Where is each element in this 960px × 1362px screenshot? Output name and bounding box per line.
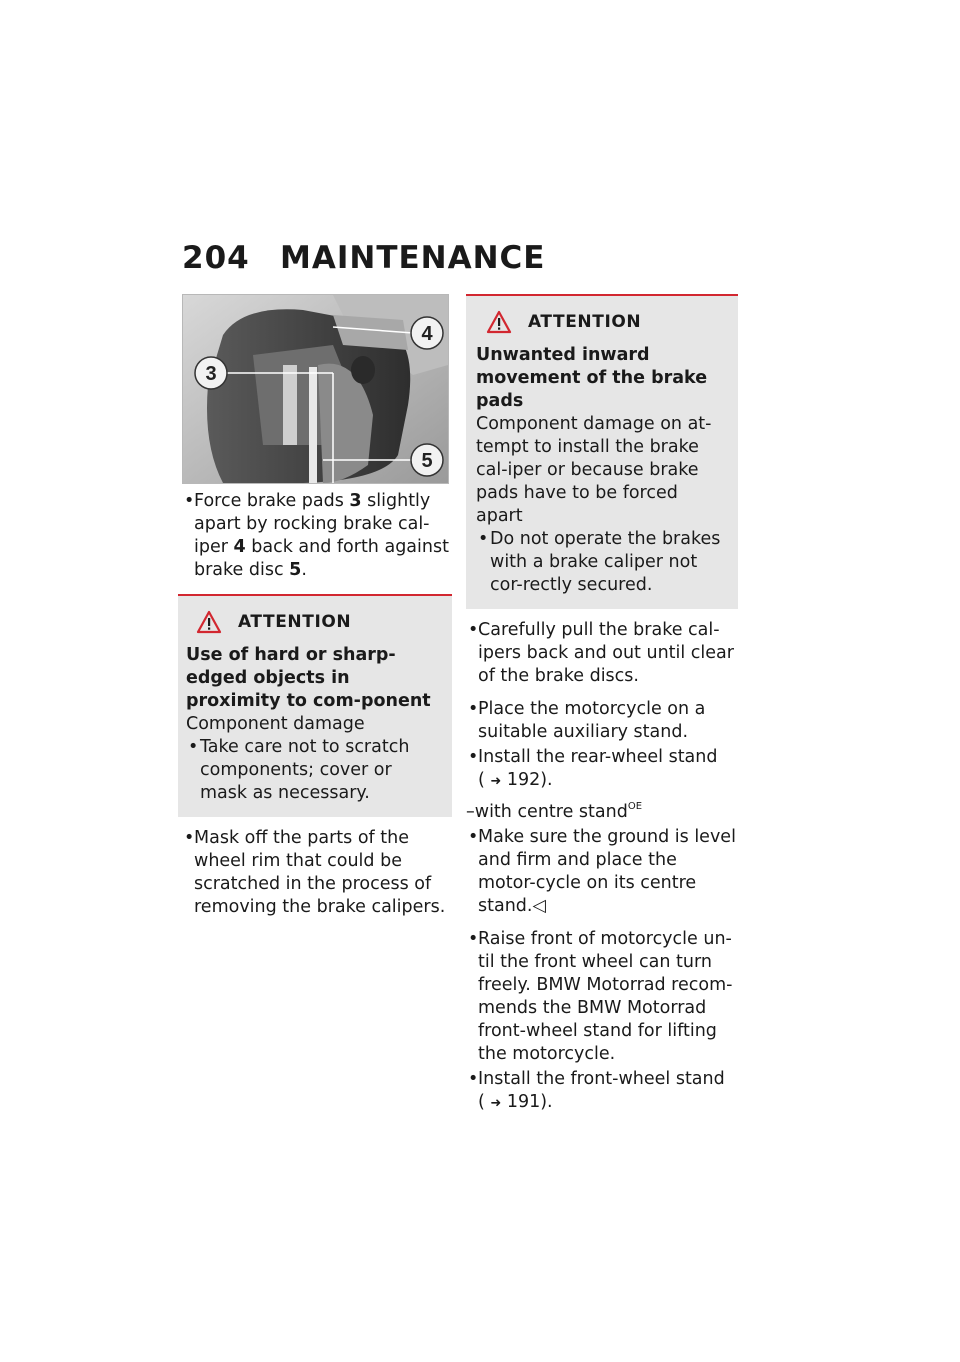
svg-text:5: 5 [421, 450, 433, 472]
note-hazard: Use of hard or sharp-edged objects in proximity to com-ponent [186, 645, 431, 711]
note-action: • Do not operate the brakes with a brake caliper not cor-rectly secured. [478, 529, 721, 595]
warning-icon [486, 310, 512, 334]
note-action: • Take care not to scratch components; cover or mask as necessary. [188, 737, 410, 803]
page-number: 204 [182, 240, 250, 276]
bullet [184, 827, 194, 850]
warning-icon [196, 610, 222, 634]
note-title: ATTENTION [528, 311, 642, 332]
step-centre-stand: • Make sure the ground is level and firm and place the motor-cycle on its centre stand.◁ [466, 826, 738, 918]
step-raise-front: • Raise front of motorcycle un-til the front wheel can turn freely. BMW Motorrad recom-mends the BMW Motorrad front-wheel stand for lifting the motorcycle. [466, 928, 738, 1066]
end-of-condition-icon: ◁ [532, 896, 546, 916]
left-column [182, 294, 452, 919]
bullet [468, 619, 478, 642]
bullet [468, 698, 478, 721]
callout-4 [411, 317, 443, 349]
step-rear-wheel-stand: • Install the rear-wheel stand ( ➜ 192). [466, 746, 738, 793]
step-mask-rim: • Mask off the parts of the wheel rim that could be scratched in the process of removing the brake calipers. [182, 827, 452, 919]
note-result: Component damage on at-tempt to install the brake cal-iper or because brake pads have to be forced apart [476, 414, 712, 526]
brake-caliper-figure [182, 294, 449, 484]
note-hazard: Unwanted inward movement of the brake pads [476, 345, 708, 411]
page-reference[interactable]: 191). [506, 1092, 553, 1112]
bullet [468, 826, 478, 849]
note-result: Component damage [186, 714, 365, 734]
step-pull-calipers: • Carefully pull the brake cal-ipers back and out until clear of the brake discs. [466, 619, 738, 688]
svg-text:4: 4 [421, 323, 433, 345]
page-reference-arrow-icon: ➜ [490, 1096, 502, 1111]
condition-centre-stand: –with centre stand$^{OE}$ [466, 801, 643, 822]
page-reference[interactable]: 192). [506, 770, 553, 790]
bullet [468, 746, 478, 769]
bullet [468, 1068, 478, 1091]
step-auxiliary-stand: • Place the motorcycle on a suitable auxiliary stand. [466, 698, 738, 744]
step-front-wheel-stand: • Install the front-wheel stand ( ➜ 191). [466, 1068, 738, 1115]
step-force-pads: • Force brake pads 3 slightly apart by rocking brake cal-iper 4 back and forth against brake disc 5. [182, 490, 452, 582]
right-column [466, 294, 738, 1115]
svg-text:3: 3 [205, 363, 217, 385]
section-title: MAINTENANCE [280, 240, 546, 276]
page-header [182, 240, 545, 276]
note-title: ATTENTION [238, 611, 352, 632]
callout-5 [411, 444, 443, 476]
page-reference-arrow-icon: ➜ [490, 774, 502, 789]
attention-note-2 [466, 294, 738, 609]
optional-equipment-mark: OE [627, 801, 643, 812]
bullet [184, 490, 194, 513]
attention-note-1 [178, 594, 452, 817]
bullet [468, 928, 478, 951]
brake-caliper-illustration [183, 295, 448, 483]
callout-3 [195, 357, 227, 389]
